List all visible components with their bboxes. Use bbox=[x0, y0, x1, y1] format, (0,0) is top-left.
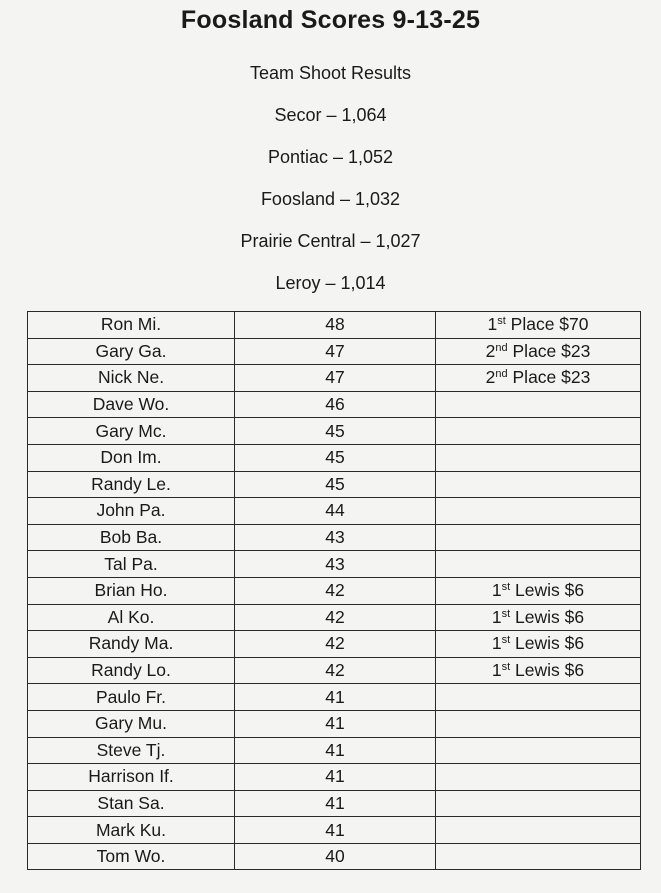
prize-cell bbox=[436, 418, 641, 445]
team-result-line: Prairie Central – 1,027 bbox=[240, 231, 421, 251]
prize-cell bbox=[436, 657, 641, 684]
shooter-name: Bob Ba. bbox=[28, 524, 235, 551]
shooter-name: Stan Sa. bbox=[28, 790, 235, 817]
shooter-name: Gary Ga. bbox=[28, 338, 235, 365]
table-row bbox=[28, 790, 641, 817]
table-row bbox=[28, 817, 641, 844]
shooter-score: 47 bbox=[235, 338, 436, 365]
place-number: 2 bbox=[485, 367, 496, 388]
shooter-score: 41 bbox=[235, 764, 436, 791]
place-number: 1 bbox=[491, 606, 502, 627]
prize-cell bbox=[436, 577, 641, 604]
shooter-score: 48 bbox=[235, 312, 436, 339]
shooter-score: 42 bbox=[235, 657, 436, 684]
shooter-name: Randy Ma. bbox=[28, 631, 235, 658]
prize-text: Lewis $6 bbox=[510, 606, 585, 627]
shooter-name: Al Ko. bbox=[28, 604, 235, 631]
prize-cell bbox=[436, 444, 641, 471]
section-subtitle: Team Shoot Results bbox=[249, 63, 412, 83]
shooter-score: 45 bbox=[235, 418, 436, 445]
shooter-name: Mark Ku. bbox=[28, 817, 235, 844]
shooter-score: 41 bbox=[235, 817, 436, 844]
prize-cell bbox=[436, 790, 641, 817]
shooter-score: 42 bbox=[235, 577, 436, 604]
place-number: 1 bbox=[491, 633, 502, 654]
place-ordinal-suffix: st bbox=[501, 607, 511, 620]
table-row bbox=[28, 338, 641, 365]
team-result-line: Secor – 1,064 bbox=[274, 105, 387, 125]
prize-cell bbox=[436, 684, 641, 711]
place-number: 1 bbox=[491, 660, 502, 681]
shooter-score: 42 bbox=[235, 631, 436, 658]
shooter-name: Steve Tj. bbox=[28, 737, 235, 764]
shooter-name: John Pa. bbox=[28, 498, 235, 525]
prize-cell bbox=[436, 737, 641, 764]
place-number: 1 bbox=[487, 314, 498, 335]
prize-text: Place $70 bbox=[505, 314, 589, 335]
table-row bbox=[28, 710, 641, 737]
prize-cell bbox=[436, 312, 641, 339]
shooter-name: Tal Pa. bbox=[28, 551, 235, 578]
shooter-score: 43 bbox=[235, 524, 436, 551]
table-row bbox=[28, 418, 641, 445]
place-ordinal-suffix: nd bbox=[495, 368, 508, 381]
prize-cell bbox=[436, 498, 641, 525]
table-row bbox=[28, 498, 641, 525]
prize-cell bbox=[436, 604, 641, 631]
prize-cell bbox=[436, 551, 641, 578]
shooter-score: 46 bbox=[235, 391, 436, 418]
table-row bbox=[28, 577, 641, 604]
prize-cell bbox=[436, 391, 641, 418]
place-ordinal-suffix: st bbox=[501, 661, 511, 674]
shooter-name: Randy Le. bbox=[28, 471, 235, 498]
table-row bbox=[28, 551, 641, 578]
table-row bbox=[28, 604, 641, 631]
shooter-name: Tom Wo. bbox=[28, 843, 235, 870]
place-ordinal-suffix: st bbox=[501, 634, 511, 647]
shooter-score: 40 bbox=[235, 843, 436, 870]
shooter-name: Ron Mi. bbox=[28, 312, 235, 339]
place-ordinal-suffix: st bbox=[501, 581, 511, 594]
shooter-score: 41 bbox=[235, 684, 436, 711]
shooter-name: Don Im. bbox=[28, 444, 235, 471]
shooter-name: Gary Mu. bbox=[28, 710, 235, 737]
table-row bbox=[28, 764, 641, 791]
shooter-name: Nick Ne. bbox=[28, 365, 235, 392]
table-row bbox=[28, 657, 641, 684]
prize-cell bbox=[436, 471, 641, 498]
place-ordinal-suffix: st bbox=[497, 315, 506, 328]
prize-cell bbox=[436, 338, 641, 365]
table-row bbox=[28, 312, 641, 339]
place-number: 1 bbox=[491, 580, 502, 601]
shooter-score: 44 bbox=[235, 498, 436, 525]
shooter-name: Randy Lo. bbox=[28, 657, 235, 684]
prize-text: Place $23 bbox=[507, 367, 591, 388]
prize-cell bbox=[436, 710, 641, 737]
table-row bbox=[28, 444, 641, 471]
page-title: Foosland Scores 9-13-25 bbox=[180, 6, 481, 34]
shooter-name: Harrison If. bbox=[28, 764, 235, 791]
prize-cell bbox=[436, 843, 641, 870]
table-row bbox=[28, 524, 641, 551]
shooter-score: 43 bbox=[235, 551, 436, 578]
place-number: 2 bbox=[485, 340, 496, 361]
prize-cell bbox=[436, 764, 641, 791]
prize-cell bbox=[436, 817, 641, 844]
shooter-score: 41 bbox=[235, 737, 436, 764]
place-ordinal-suffix: nd bbox=[495, 341, 508, 354]
prize-text: Lewis $6 bbox=[510, 660, 585, 681]
shooter-score: 41 bbox=[235, 790, 436, 817]
prize-text: Lewis $6 bbox=[510, 580, 585, 601]
shooter-score: 41 bbox=[235, 710, 436, 737]
table-row bbox=[28, 684, 641, 711]
table-row bbox=[28, 843, 641, 870]
table-row bbox=[28, 391, 641, 418]
individual-scores-table bbox=[27, 311, 641, 870]
shooter-score: 45 bbox=[235, 444, 436, 471]
shooter-score: 47 bbox=[235, 365, 436, 392]
prize-cell bbox=[436, 365, 641, 392]
shooter-name: Brian Ho. bbox=[28, 577, 235, 604]
table-row bbox=[28, 737, 641, 764]
prize-text: Place $23 bbox=[507, 340, 591, 361]
shooter-name: Dave Wo. bbox=[28, 391, 235, 418]
prize-cell bbox=[436, 524, 641, 551]
prize-text: Lewis $6 bbox=[510, 633, 585, 654]
shooter-score: 45 bbox=[235, 471, 436, 498]
team-result-line: Leroy – 1,014 bbox=[275, 273, 386, 293]
team-result-line: Pontiac – 1,052 bbox=[267, 147, 394, 167]
shooter-score: 42 bbox=[235, 604, 436, 631]
table-row bbox=[28, 365, 641, 392]
shooter-name: Paulo Fr. bbox=[28, 684, 235, 711]
shooter-name: Gary Mc. bbox=[28, 418, 235, 445]
table-row bbox=[28, 471, 641, 498]
team-result-line: Foosland – 1,032 bbox=[260, 189, 401, 209]
table-row bbox=[28, 631, 641, 658]
prize-cell bbox=[436, 631, 641, 658]
